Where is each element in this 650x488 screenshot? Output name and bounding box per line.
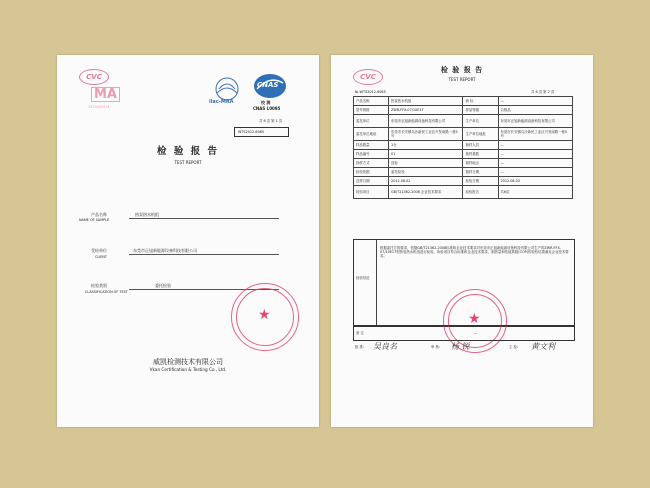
table-label-cell: 生产单位	[463, 115, 498, 128]
table-row	[354, 168, 573, 177]
table-row	[354, 106, 573, 115]
table-label-cell: 样品等级	[463, 106, 498, 115]
table-label-cell: 委托单位地址	[354, 128, 389, 141]
cnas-number: CNAS L0095	[253, 106, 281, 111]
table-value-cell: 1台	[389, 141, 463, 150]
seal-star-icon: ★	[258, 307, 271, 323]
issuer-name: 威凯检测技术有限公司	[153, 358, 223, 366]
table-label-cell: 型号规格	[354, 106, 389, 115]
field-label-class: 检验类别	[91, 283, 107, 288]
table-value-cell: 东莞市长安镇乌沙新民工业区兴发南路一巷5号	[498, 128, 572, 141]
cvc-logo: CVC	[79, 69, 109, 85]
field-value-client: 东莞市正旭新能源设备科技有限公司	[133, 248, 197, 253]
report-number: №:WTS2012-6065	[355, 90, 386, 94]
report-title-en: TEST REPORT	[448, 77, 476, 82]
table-label-cell: 委托单位	[354, 115, 389, 128]
issuer-name-en: Vkan Certification & Testing Co., Ltd.	[149, 367, 227, 372]
cnas-label: CNAS	[257, 81, 279, 89]
table-label-cell: 生产单位地址	[463, 128, 498, 141]
page-index: 共 6 页 第 2 页	[531, 90, 555, 94]
seal-star-icon: ★	[468, 311, 481, 327]
page-index: 共 6 页 第 1 页	[259, 119, 283, 123]
cma-logo: MA	[91, 87, 120, 102]
table-value-cell: —	[498, 150, 572, 159]
field-label-client: 受检单位	[91, 248, 107, 253]
table-value-cell: 共6页	[498, 186, 572, 199]
table-value-cell: 东莞市正旭新能源设备科技有限公司	[498, 115, 572, 128]
field-value-class: 委托检验	[155, 283, 171, 288]
table-value-cell: ZWR-FFX-07/10E17	[389, 106, 463, 115]
table-value-cell: —	[498, 159, 572, 168]
field-label-sample: 产品名称	[91, 212, 107, 217]
table-label-cell: 商 标	[463, 97, 498, 106]
approver-label: 批 准:	[355, 345, 365, 349]
cnas-title: 校 测	[261, 100, 271, 105]
table-label-cell: 抽样日期	[463, 168, 498, 177]
table-label-cell: 抽样方式	[354, 159, 389, 168]
reviewer-label: 审 核:	[431, 345, 441, 349]
table-value-cell: 合格品	[498, 106, 572, 115]
remark-value: —	[474, 331, 478, 335]
table-value-cell: 东莞市长安镇乌沙新民工业区兴发南路一巷5号	[389, 128, 463, 141]
company-seal	[231, 283, 299, 351]
cma-number: 2019002914	[88, 105, 110, 109]
field-underline	[129, 254, 279, 255]
table-label-cell: 检验报告	[463, 186, 498, 199]
inspector-label: 主 检:	[509, 345, 519, 349]
table-label-cell: 检验依据	[354, 168, 389, 177]
field-label-client-en: CLIENT	[95, 255, 108, 259]
field-value-sample: 热泵热水机组	[135, 212, 159, 217]
cnas-logo	[253, 73, 287, 99]
table-value-cell: 热泵热水机组	[389, 97, 463, 106]
table-label-cell: 抽样人员	[463, 141, 498, 150]
field-label-class-en: CLASSIFICATION OF TEST	[85, 290, 128, 294]
report-detail-page	[331, 55, 593, 427]
report-number: WTS2012-6065	[234, 127, 289, 137]
field-label-sample-en: NAME OF SAMPLE	[79, 218, 110, 222]
report-title: 检 验 报 告	[157, 146, 219, 157]
table-value-cell: 委托检验	[389, 168, 463, 177]
table-label-cell: 样品编号	[354, 150, 389, 159]
table-row	[354, 177, 573, 186]
report-cover-page	[57, 55, 319, 427]
table-row	[354, 159, 573, 168]
remark-row	[353, 325, 575, 341]
table-label-cell: 送样日期	[354, 177, 389, 186]
conclusion-label: 检验结论	[356, 276, 370, 280]
field-underline	[129, 218, 279, 219]
table-row	[354, 141, 573, 150]
table-label-cell: 抽样基数	[463, 150, 498, 159]
table-label-cell: 检验项目	[354, 186, 389, 199]
table-value-cell: GB/T21362-2008 企业技术要求	[389, 186, 463, 199]
table-row	[354, 128, 573, 141]
table-value-cell: —	[498, 141, 572, 150]
conclusion-text: 根据委托方的要求，依据GB/T21362-2008标准和企业技术要求对东莞市正旭新能源设备科技有限公司生产的ZWR-FFX-07/10E17型热泵热水机组进行检验，所检项目符合标准和企业技术要求，制热量和性能系数(COP)的检验结果满足企业技术要求。	[380, 246, 569, 258]
remark-label: 备 注	[356, 331, 364, 335]
inspector-signature: 黄文利	[531, 342, 555, 351]
table-row	[354, 186, 573, 199]
table-value-cell: 2012.08.03	[498, 177, 572, 186]
ilac-mra-logo	[209, 75, 245, 111]
table-value-cell: 2012.08.02	[389, 177, 463, 186]
reviewer-signature: 杨 锐	[451, 342, 470, 351]
report-title-en: TEST REPORT	[174, 160, 202, 165]
report-title: 检 验 报 告	[440, 65, 484, 74]
table-label-cell: 抽样地点	[463, 159, 498, 168]
table-label-cell: 样品数量	[354, 141, 389, 150]
ilac-mra-label: ilac-MRA	[209, 99, 234, 105]
report-table	[353, 96, 573, 199]
table-row	[354, 150, 573, 159]
table-row	[354, 97, 573, 106]
table-value-cell: 送检	[389, 159, 463, 168]
approver-signature: 吴良名	[373, 342, 397, 351]
table-label-cell: 产品名称	[354, 97, 389, 106]
table-value-cell: 东莞市正旭新能源设备科技有限公司	[389, 115, 463, 128]
cvc-logo: CVC	[353, 69, 383, 85]
table-label-cell: 检验日期	[463, 177, 498, 186]
table-value-cell: —	[498, 97, 572, 106]
table-value-cell: —	[498, 168, 572, 177]
table-value-cell: 01	[389, 150, 463, 159]
table-row	[354, 115, 573, 128]
